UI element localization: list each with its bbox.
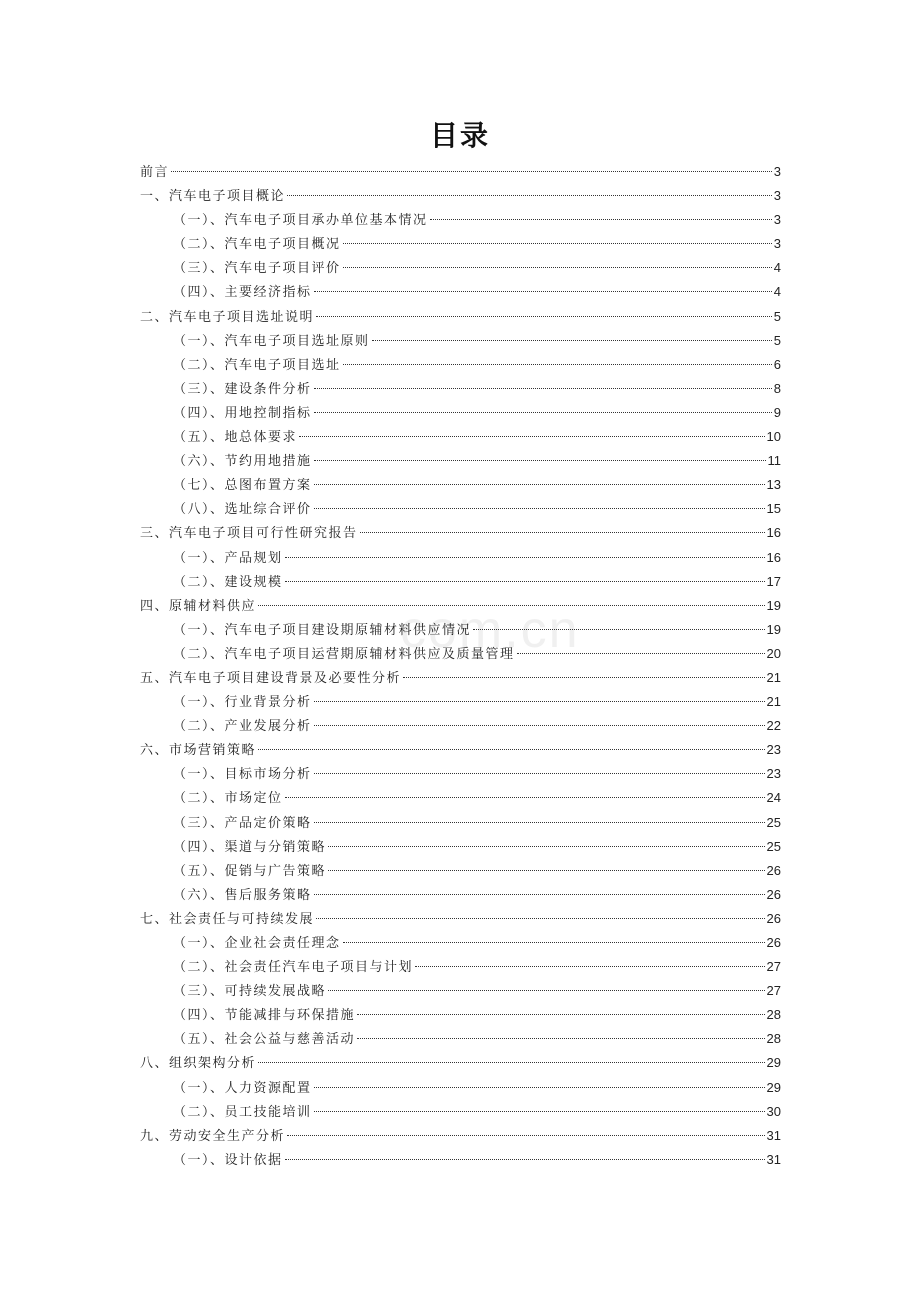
toc-page-number: 26 (766, 935, 781, 950)
toc-entry-text: （八）、选址综合评价 (173, 502, 312, 518)
toc-dot-leader (314, 894, 765, 895)
toc-page-number: 13 (766, 477, 781, 493)
toc-page-number: 15 (766, 501, 781, 517)
toc-entry-text: （七）、总图布置方案 (173, 478, 312, 494)
toc-page-number: 8 (773, 380, 781, 396)
toc-page-number: 31 (766, 1151, 781, 1167)
toc-entry-text: （二）、员工技能培训 (173, 1104, 312, 1120)
toc-entry-text: 四、原辅材料供应 (140, 598, 257, 614)
toc-page-number: 3 (773, 188, 781, 204)
toc-entry-text: （二）、建设规模 (173, 574, 283, 590)
toc-page-number: 20 (766, 645, 781, 661)
toc-entry-text: （五）、社会公益与慈善活动 (173, 1032, 356, 1048)
toc-entry-text: 三、汽车电子项目可行性研究报告 (140, 526, 358, 542)
toc-entry-text: （六）、节约用地措施 (173, 454, 312, 470)
toc-page-number: 11 (767, 453, 781, 469)
toc-page-number: 27 (766, 983, 781, 999)
toc-entry[interactable] (140, 786, 781, 810)
toc-page-number: 25 (766, 814, 781, 830)
toc-page-number: 27 (766, 959, 781, 975)
toc-page-number: 31 (766, 1127, 781, 1143)
toc-page-number: 22 (766, 718, 781, 734)
toc-entry[interactable] (140, 377, 781, 401)
toc-entry-text: （六）、售后服务策略 (173, 887, 312, 903)
toc-entry-text: （四）、渠道与分销策略 (173, 839, 327, 855)
toc-page-number: 6 (773, 356, 781, 372)
toc-page-number: 25 (766, 838, 781, 854)
toc-page-number: 23 (766, 742, 781, 758)
toc-entry-text: （一）、目标市场分析 (173, 767, 312, 783)
toc-dot-leader (314, 508, 765, 509)
table-of-contents (140, 160, 781, 1172)
toc-entry[interactable] (140, 473, 781, 497)
toc-page-number: 10 (766, 429, 781, 445)
toc-entry[interactable] (140, 1124, 781, 1148)
toc-dot-leader (314, 1087, 765, 1088)
toc-entry[interactable] (140, 546, 781, 570)
toc-entry[interactable] (140, 835, 781, 859)
toc-entry[interactable] (140, 762, 781, 786)
toc-entry[interactable] (140, 955, 781, 979)
toc-page-number: 4 (773, 260, 781, 276)
toc-entry[interactable] (140, 811, 781, 835)
toc-page-number: 16 (766, 525, 781, 541)
toc-dot-leader (314, 484, 765, 485)
toc-page-number: 26 (766, 886, 781, 902)
toc-entry[interactable] (140, 353, 781, 377)
toc-dot-leader (328, 990, 765, 991)
toc-entry-text: （一）、汽车电子项目选址原则 (173, 333, 370, 349)
toc-dot-leader (258, 1062, 765, 1063)
toc-page-number: 28 (766, 1031, 781, 1047)
toc-page-number: 5 (773, 332, 781, 348)
toc-entry-text: （二）、社会责任汽车电子项目与计划 (173, 960, 414, 976)
toc-entry-text: （四）、节能减排与环保措施 (173, 1008, 356, 1024)
toc-dot-leader (473, 629, 765, 630)
toc-entry[interactable] (140, 1100, 781, 1124)
toc-entry-text: （二）、汽车电子项目选址 (173, 357, 341, 373)
toc-entry-text: （一）、产品规划 (173, 550, 283, 566)
toc-dot-leader (357, 1038, 765, 1039)
toc-entry[interactable] (140, 521, 781, 545)
toc-page-number: 3 (773, 236, 781, 252)
toc-entry[interactable] (140, 690, 781, 714)
toc-page-number: 5 (773, 308, 781, 324)
toc-dot-leader (357, 1014, 765, 1015)
toc-entry-text: （一）、汽车电子项目承办单位基本情况 (173, 213, 428, 229)
toc-entry-text: 二、汽车电子项目选址说明 (140, 309, 315, 325)
toc-entry[interactable] (140, 931, 781, 955)
toc-dot-leader (430, 219, 772, 220)
toc-entry[interactable] (140, 425, 781, 449)
toc-entry-text: （三）、建设条件分析 (173, 381, 312, 397)
toc-dot-leader (287, 1135, 765, 1136)
toc-entry[interactable] (140, 1027, 781, 1051)
toc-entry-text: 六、市场营销策略 (140, 743, 257, 759)
toc-entry-text: 五、汽车电子项目建设背景及必要性分析 (140, 670, 402, 686)
toc-entry[interactable] (140, 208, 781, 232)
toc-dot-leader (314, 412, 772, 413)
toc-page-number: 28 (766, 1007, 781, 1023)
toc-entry-text: 九、劳动安全生产分析 (140, 1128, 286, 1144)
toc-entry-text: （二）、汽车电子项目运营期原辅材料供应及质量管理 (173, 646, 515, 662)
toc-dot-leader (285, 557, 765, 558)
toc-dot-leader (328, 846, 765, 847)
toc-page-number: 3 (773, 212, 781, 228)
toc-entry[interactable] (140, 1148, 781, 1172)
toc-page-number: 26 (766, 910, 781, 926)
toc-entry[interactable] (140, 642, 781, 666)
watermark: com.cn (400, 601, 580, 659)
toc-entry[interactable] (140, 449, 781, 473)
toc-dot-leader (285, 797, 765, 798)
toc-dot-leader (328, 870, 765, 871)
toc-page-number: 4 (773, 284, 781, 300)
page-title: 目录 (429, 119, 490, 152)
toc-entry-text: （一）、设计依据 (173, 1152, 283, 1168)
toc-entry[interactable] (140, 232, 781, 256)
toc-dot-leader (314, 291, 772, 292)
toc-entry[interactable] (140, 184, 781, 208)
toc-entry[interactable] (140, 1076, 781, 1100)
toc-entry-text: （五）、地总体要求 (173, 430, 298, 446)
toc-dot-leader (314, 773, 765, 774)
toc-page-number: 17 (766, 573, 781, 589)
toc-entry-text: （二）、汽车电子项目概况 (173, 237, 341, 253)
toc-entry-text: （四）、用地控制指标 (173, 405, 312, 421)
toc-dot-leader (171, 171, 772, 172)
toc-dot-leader (314, 822, 765, 823)
toc-dot-leader (343, 942, 765, 943)
toc-entry-text: 八、组织架构分析 (140, 1056, 257, 1072)
toc-entry[interactable] (140, 883, 781, 907)
toc-dot-leader (314, 460, 766, 461)
toc-entry[interactable] (140, 979, 781, 1003)
toc-entry-text: （四）、主要经济指标 (173, 285, 312, 301)
toc-dot-leader (314, 1111, 765, 1112)
toc-page-number: 21 (766, 669, 781, 685)
toc-page-number: 29 (766, 1079, 781, 1095)
toc-entry-text: （二）、市场定位 (173, 791, 283, 807)
toc-dot-leader (403, 677, 765, 678)
toc-page-number: 23 (766, 766, 781, 782)
toc-entry[interactable] (140, 497, 781, 521)
toc-entry[interactable] (140, 256, 781, 280)
toc-page-number: 3 (773, 164, 781, 179)
toc-entry-text: （三）、可持续发展战略 (173, 984, 327, 1000)
toc-entry-text: （二）、产业发展分析 (173, 719, 312, 735)
toc-dot-leader (285, 581, 765, 582)
toc-dot-leader (343, 364, 772, 365)
toc-entry[interactable] (140, 280, 781, 304)
toc-entry[interactable] (140, 907, 781, 931)
toc-dot-leader (285, 1159, 765, 1160)
toc-dot-leader (372, 340, 772, 341)
toc-dot-leader (299, 436, 765, 437)
toc-dot-leader (343, 243, 772, 244)
toc-entry-text: （一）、企业社会责任理念 (173, 936, 341, 951)
toc-dot-leader (258, 749, 765, 750)
toc-entry-text: 前言 (140, 165, 170, 180)
toc-page-number: 19 (766, 597, 781, 613)
toc-entry[interactable] (140, 160, 781, 184)
toc-entry[interactable] (140, 738, 781, 762)
toc-dot-leader (316, 316, 772, 317)
toc-entry[interactable] (140, 1051, 781, 1075)
toc-dot-leader (360, 532, 765, 533)
toc-entry[interactable] (140, 401, 781, 425)
toc-page-number: 19 (766, 621, 781, 637)
toc-entry-text: （一）、汽车电子项目建设期原辅材料供应情况 (173, 622, 472, 638)
toc-entry-text: 一、汽车电子项目概论 (140, 189, 286, 205)
toc-page-number: 9 (773, 404, 781, 420)
toc-entry[interactable] (140, 329, 781, 353)
toc-entry-text: （一）、行业背景分析 (173, 695, 312, 711)
toc-dot-leader (316, 918, 765, 919)
toc-entry-text: （三）、产品定价策略 (173, 815, 312, 831)
toc-dot-leader (314, 725, 765, 726)
toc-page-number: 29 (766, 1055, 781, 1071)
toc-entry-text: （五）、促销与广告策略 (173, 863, 327, 879)
toc-dot-leader (343, 267, 772, 268)
toc-entry[interactable] (140, 305, 781, 329)
toc-entry-text: （一）、人力资源配置 (173, 1080, 312, 1096)
toc-page-number: 16 (766, 549, 781, 565)
toc-dot-leader (517, 653, 765, 654)
toc-page-number: 30 (766, 1103, 781, 1119)
toc-dot-leader (314, 701, 765, 702)
toc-dot-leader (314, 388, 772, 389)
toc-entry[interactable] (140, 859, 781, 883)
toc-entry[interactable] (140, 714, 781, 738)
toc-entry-text: （三）、汽车电子项目评价 (173, 261, 341, 277)
toc-dot-leader (258, 605, 765, 606)
toc-dot-leader (415, 966, 765, 967)
toc-entry[interactable] (140, 666, 781, 690)
toc-entry-text: 七、社会责任与可持续发展 (140, 911, 315, 927)
toc-page-number: 21 (766, 694, 781, 710)
toc-dot-leader (287, 195, 772, 196)
toc-page-number: 26 (766, 862, 781, 878)
toc-entry[interactable] (140, 1003, 781, 1027)
toc-entry[interactable] (140, 618, 781, 642)
toc-entry[interactable] (140, 594, 781, 618)
toc-entry[interactable] (140, 570, 781, 594)
toc-page-number: 24 (766, 790, 781, 806)
